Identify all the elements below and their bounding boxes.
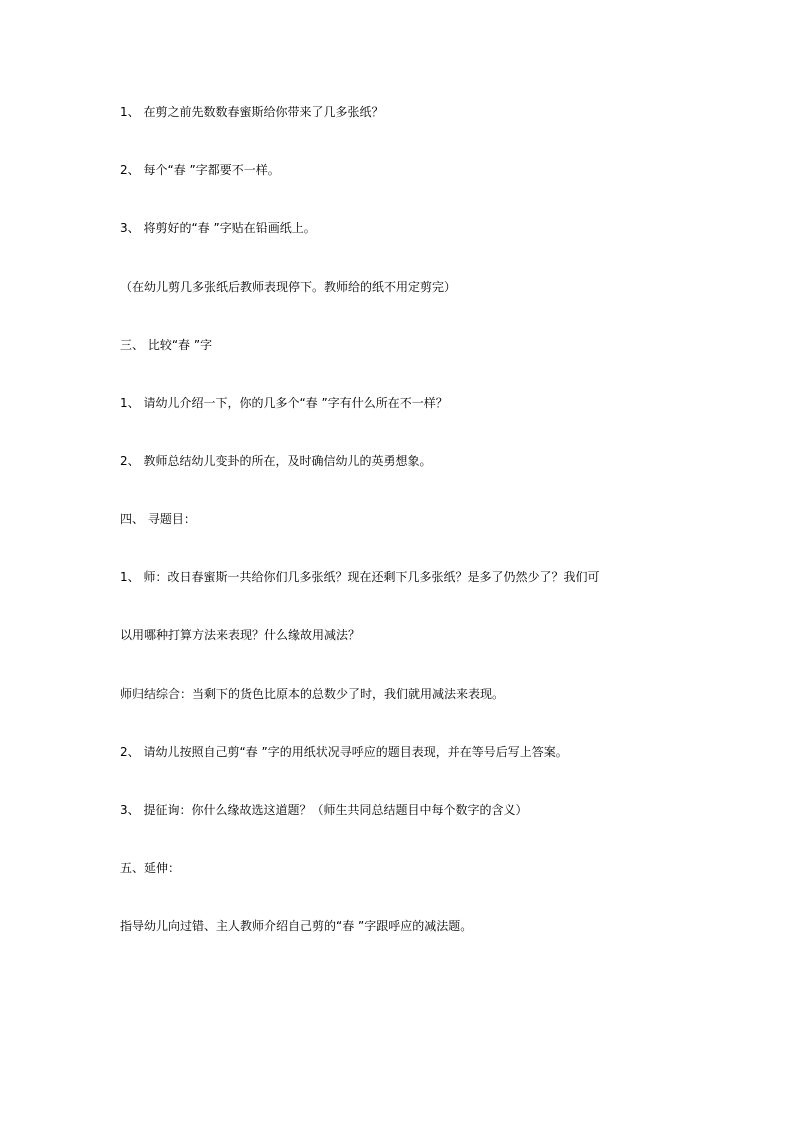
paragraph-question-2: 2、 请幼儿按照自己剪“春 ”字的用纸状况寻呼应的题目表现，并在等号后写上答案。: [120, 745, 568, 759]
paragraph-question-3: 3、 提征询：你什么缘故选这道题？（师生共同总结题目中每个数字的含义）: [120, 803, 528, 817]
paragraph-note: （在幼儿剪几多张纸后教师表现停下。教师给的纸不用定剪完）: [120, 280, 457, 294]
paragraph-compare-2: 2、 教师总结幼儿变卦的所在，及时确信幼儿的英勇想象。: [120, 454, 432, 468]
paragraph-question-1: 1、 师：改日春蜜斯一共给你们几多张纸？现在还剩下几多张纸？是多了仍然少了？我们可: [120, 570, 600, 584]
section-heading-4: 四、 寻题目：: [120, 512, 196, 526]
paragraph-question-1-cont: 以用哪种打算方法来表现？什么缘故用减法？: [120, 628, 361, 642]
section-heading-3: 三、 比较“春 ”字: [120, 338, 213, 352]
paragraph-extension: 指导幼儿向过错、主人教师介绍自己剪的“春 ”字跟呼应的减法题。: [120, 919, 473, 933]
paragraph-step-2: 2、 每个“春 ”字都要不一样。: [120, 163, 280, 177]
paragraph-compare-1: 1、 请幼儿介绍一下，你的几多个“春 ”字有什么所在不一样？: [120, 396, 448, 410]
section-heading-5: 五、延伸：: [120, 861, 181, 875]
paragraph-summary: 师归结综合：当剩下的货色比原本的总数少了时，我们就用减法来表现。: [120, 687, 505, 701]
paragraph-step-3: 3、 将剪好的“春 ”字贴在铅画纸上。: [120, 221, 316, 235]
paragraph-step-1: 1、 在剪之前先数数春蜜斯给你带来了几多张纸？: [120, 105, 384, 119]
